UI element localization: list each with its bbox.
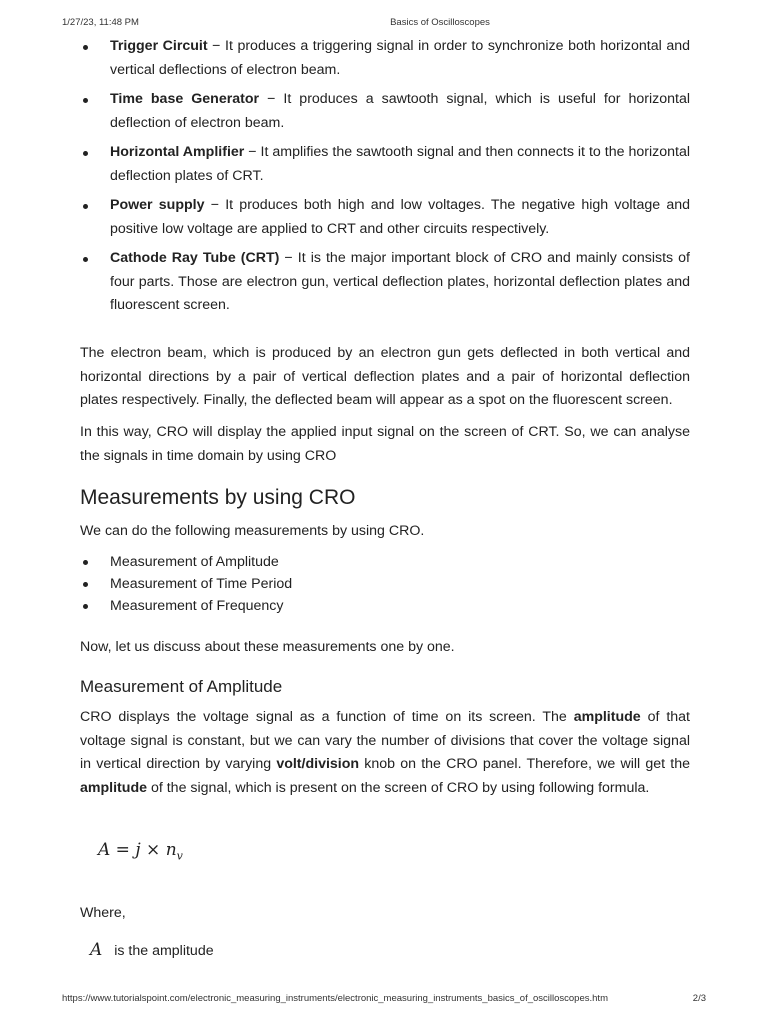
measurements-intro: We can do the following measurements by using CRO. [80,523,425,539]
list-item [80,35,690,82]
list-item [80,551,690,573]
bullet-icon [83,560,88,565]
description: − It produces a triggering signal in order to synchronize both horizontal and vertical deflections of electron beam. [110,38,690,78]
formula-symbol: j [135,840,141,860]
formula-operator: = [110,840,136,860]
bullet-icon [83,582,88,587]
measurement-label: Measurement of Frequency [110,598,284,614]
print-datetime: 1/27/23, 11:48 PM [62,17,139,28]
bullet-icon [83,151,88,156]
text-run: of the signal, which is present on the screen of CRO by using following formula. [147,779,650,796]
definition-text: is the amplitude [114,943,214,959]
print-url: https://www.tutorialspoint.com/electronic_measuring_instruments/electronic_measuring_instruments_basics_of_oscilloscopes.htm [62,993,608,1004]
bullet-icon [83,98,88,103]
heading-measurements: Measurements by using CRO [80,486,356,509]
text-run: of that voltage signal is constant, but we can vary the number of divisions that cover the voltage signal in vertical direction by varying [80,709,690,772]
definition-symbol: A [90,940,103,960]
paragraph-display: In this way, CRO will display the applied input signal on the screen of CRT. So, we can analyse the signals in time domain by using CRO [80,424,690,464]
term: Cathode Ray Tube (CRT) [110,250,280,266]
print-page-title: Basics of Oscilloscopes [390,17,490,28]
paragraph-electron-beam: The electron beam, which is produced by an electron gun gets deflected in both vertical and horizontal directions by a pair of vertical deflection plates and a pair of horizontal deflection plates respectively. Finally, the deflected beam will appear as a spot on the fluorescent screen. [80,345,690,408]
bullet-icon [83,604,88,609]
description: − It produces both high and low voltages. The negative high voltage and positive low voltage are applied to CRT and other circuits respectively. [110,197,690,237]
amplitude-formula [98,840,183,862]
term: Time base Generator [110,91,260,107]
formula-symbol: A [98,840,111,860]
text-run: knob on the CRO panel. Therefore, we will get the [359,756,690,772]
paragraph-amplitude [80,706,690,800]
term: Trigger Circuit [110,38,208,54]
bold-term: volt/division [276,756,360,772]
term: Horizontal Amplifier [110,144,245,160]
heading-amplitude: Measurement of Amplitude [80,677,283,696]
list-item [80,88,690,135]
formula-subscript: v [176,849,183,863]
blocks-list [80,35,690,318]
bullet-icon [83,204,88,209]
measurement-label: Measurement of Amplitude [110,554,279,570]
list-item [80,573,690,595]
definition-amplitude [90,940,214,960]
description: − It is the major important block of CRO and mainly consists of four parts. Those are electron gun, vertical deflection plates, horizontal deflection plates and fluorescent screen. [110,250,690,313]
list-item [80,247,690,318]
measurements-list [80,551,690,617]
text-run: CRO displays the voltage signal as a function of time on its screen. The [80,709,574,725]
print-page-number: 2/3 [692,993,706,1004]
list-item [80,194,690,241]
formula-symbol: n [165,840,177,860]
bold-term: amplitude [573,709,641,725]
where-label: Where, [80,905,126,921]
description: − It produces a sawtooth signal, which is useful for horizontal deflection of electron beam. [110,91,691,131]
description: − It amplifies the sawtooth signal and then connects it to the horizontal deflection plates of CRT. [110,144,691,184]
paragraph-discuss: Now, let us discuss about these measurements one by one. [80,639,455,655]
bold-term: amplitude [80,779,148,796]
measurement-label: Measurement of Time Period [110,576,293,592]
bullet-icon [83,257,88,262]
list-item [80,141,690,188]
term: Power supply [110,197,205,213]
formula-operator: × [140,840,166,860]
bullet-icon [83,45,88,50]
list-item [80,595,690,617]
